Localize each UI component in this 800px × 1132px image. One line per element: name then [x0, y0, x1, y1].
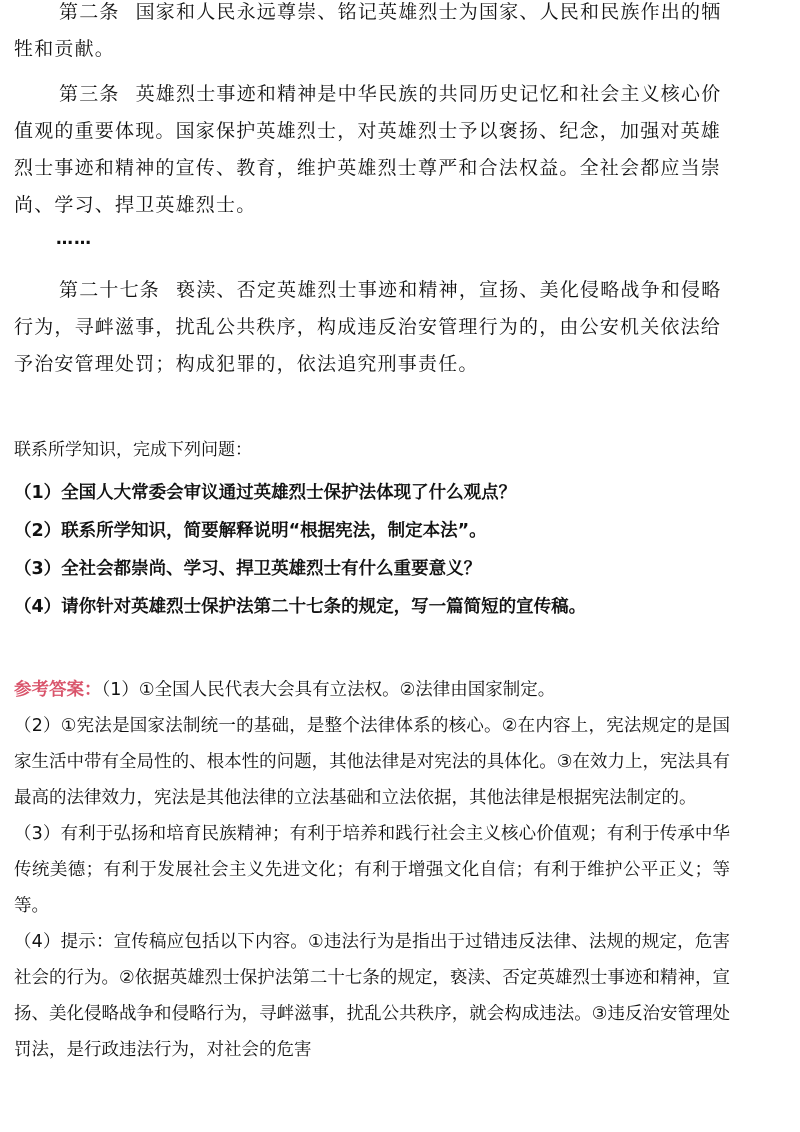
answer-label: 参考答案：	[14, 680, 102, 700]
answer-4: （4）提示：宣传稿应包括以下内容。①违法行为是指出于过错违反法律、法规的规定，危害社会的行为。②依据英雄烈士保护法第二十七条的规定，亵渎、否定英雄烈士事迹和精神，宣扬、美化侵略战争和侵略行为，寻衅滋事，扰乱公共秩序，就会构成违法。③违反治安管理处罚法，是行政违法行为，对社会的危害	[14, 932, 730, 1060]
answer-2: （2）①宪法是国家法制统一的基础，是整个法律体系的核心。②在内容上，宪法规定的是国家生活中带有全局性的、根本性的问题，其他法律是对宪法的具体化。③在效力上，宪法具有最高的法律效力，宪法是其他法律的立法基础和立法依据，其他法律是根据宪法制定的。	[14, 716, 730, 808]
article-number: 第三条	[59, 83, 120, 105]
answer-section	[14, 672, 730, 1068]
question-item: （3）全社会都崇尚、学习、捍卫英雄烈士有什么重要意义？	[14, 559, 482, 579]
question-item: （2）联系所学知识，简要解释说明“根据宪法，制定本法”。	[14, 521, 487, 541]
article-text: 亵渎、否定英雄烈士事迹和精神，宣扬、美化侵略战争和侵略行为，寻衅滋事，扰乱公共秩序，构成违反治安管理行为的，由公安机关依法给予治安管理处罚；构成犯罪的，依法追究刑事责任。	[14, 279, 722, 375]
omission-ellipsis: ……	[56, 229, 92, 249]
question-item: （4）请你针对英雄烈士保护法第二十七条的规定，写一篇简短的宣传稿。	[14, 597, 587, 617]
answer-3: （3）有利于弘扬和培育民族精神；有利于培养和践行社会主义核心价值观；有利于传承中华传统美德；有利于发展社会主义先进文化；有利于增强文化自信；有利于维护公平正义；等等。	[14, 824, 730, 916]
law-article-27	[14, 272, 724, 383]
question-list	[14, 475, 586, 627]
answer-1-text: （1）①全国人民代表大会具有立法权。②法律由国家制定。	[101, 680, 556, 700]
questions-intro: 联系所学知识，完成下列问题：	[14, 440, 252, 460]
question-item: （1）全国人大常委会审议通过英雄烈士保护法体现了什么观点？	[14, 483, 517, 503]
law-article-3	[14, 76, 724, 224]
article-number: 第二条	[59, 1, 120, 23]
article-text: 英雄烈士事迹和精神是中华民族的共同历史记忆和社会主义核心价值观的重要体现。国家保护英雄烈士，对英雄烈士予以褒扬、纪念，加强对英雄烈士事迹和精神的宣传、教育，维护英雄烈士尊严和合法权益。全社会都应当崇尚、学习、捍卫英雄烈士。	[14, 83, 722, 216]
article-number: 第二十七条	[59, 279, 161, 301]
answer-1	[14, 672, 730, 708]
article-text: 国家和人民永远尊崇、铭记英雄烈士为国家、人民和民族作出的牺牲和贡献。	[14, 1, 722, 60]
law-article-2	[14, 0, 724, 68]
